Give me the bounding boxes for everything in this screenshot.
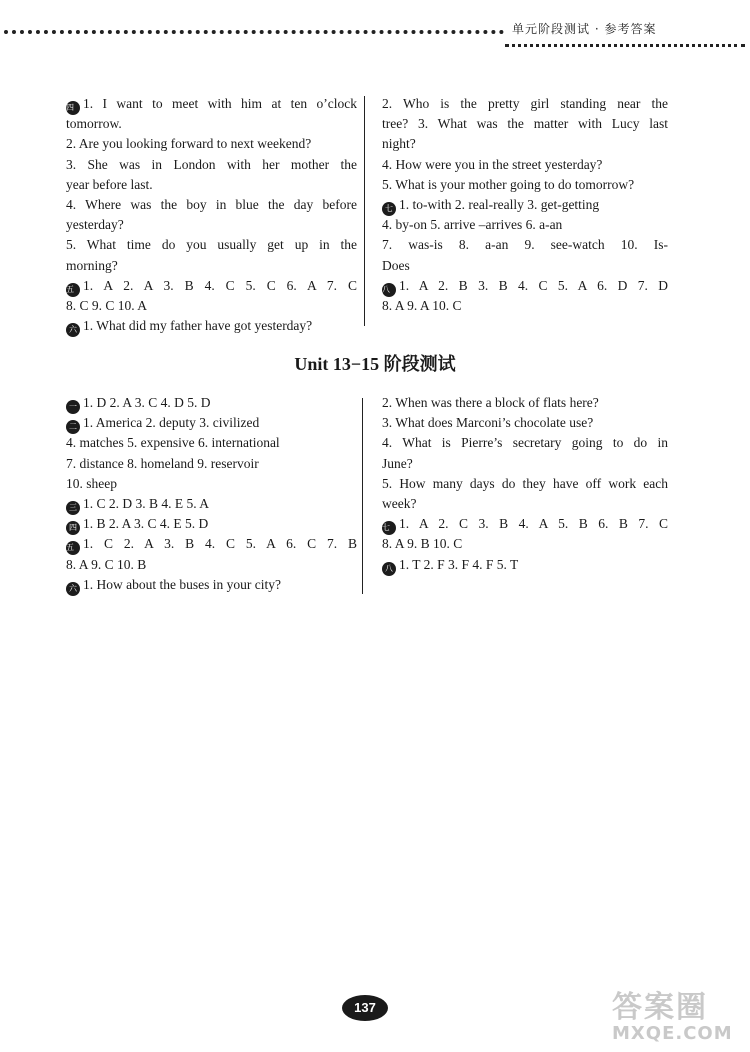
section-number-badge: 六 [66, 582, 80, 596]
watermark-line1: 答案圈 [612, 990, 708, 1025]
section-number-badge: 六 [66, 323, 80, 337]
answer-text: 1. A 2. A 3. B 4. C 5. C 6. A 7. C [83, 277, 357, 293]
answer-line [382, 514, 668, 534]
section1-divider [364, 96, 365, 326]
section-number-badge: 四 [66, 521, 80, 535]
answer-text: 1. C 2. D 3. B 4. E 5. A [83, 495, 210, 511]
answer-line [66, 494, 357, 514]
section-number-badge: 五 [66, 283, 80, 297]
answer-text: 5. What time do you usually get up in the [66, 237, 357, 253]
answer-text: 1. What did my father have got yesterday? [83, 318, 313, 334]
answer-text: 2. Are you looking forward to next weekend? [66, 136, 312, 152]
answer-text: 1. America 2. deputy 3. civilized [83, 415, 260, 431]
answer-text: 4. by-on 5. arrive –arrives 6. a-an [382, 217, 563, 233]
answer-line [382, 235, 668, 255]
answer-line [382, 155, 668, 175]
answer-line [66, 316, 357, 336]
answer-line [66, 534, 357, 554]
answer-text: tomorrow. [66, 116, 122, 132]
answer-text: 7. was-is 8. a-an 9. see-watch 10. Is- [382, 237, 668, 253]
answer-line [66, 235, 357, 255]
section-number-badge: 四 [66, 101, 80, 115]
answer-line [66, 276, 357, 296]
answer-text: 1. A 2. B 3. B 4. C 5. A 6. D 7. D [399, 277, 668, 293]
answer-text: week? [382, 495, 417, 511]
answer-line [382, 276, 668, 296]
answer-line [66, 195, 357, 215]
section-number-badge: 三 [66, 501, 80, 515]
answer-line [382, 454, 668, 474]
section2-left-column [66, 393, 357, 595]
section1-right-column [382, 94, 668, 316]
answer-line [66, 94, 357, 114]
section1-left-column [66, 94, 357, 336]
answer-line [66, 474, 357, 494]
answer-line [66, 555, 357, 575]
answer-text: 4. Where was the boy in blue the day before [66, 196, 357, 212]
answer-line [382, 474, 668, 494]
answer-line [382, 494, 668, 514]
page-number: 137 [342, 995, 388, 1021]
answer-line [66, 155, 357, 175]
answer-line [382, 413, 668, 433]
answer-line [66, 454, 357, 474]
answer-line [66, 433, 357, 453]
answer-line [66, 413, 357, 433]
answer-text: 1. How about the buses in your city? [83, 576, 281, 592]
answer-text: year before last. [66, 176, 153, 192]
answer-text: 1. T 2. F 3. F 4. F 5. T [399, 556, 519, 572]
answer-line [382, 114, 668, 134]
answer-line [382, 534, 668, 554]
answer-text: 10. sheep [66, 475, 117, 491]
answer-text: June? [382, 455, 413, 471]
answer-text: yesterday? [66, 217, 124, 233]
section-number-badge: 七 [382, 202, 396, 216]
answer-text: 8. A 9. A 10. C [382, 297, 462, 313]
answer-text: 1. B 2. A 3. C 4. E 5. D [83, 516, 209, 532]
unit-title: Unit 13−15 阶段测试 [294, 354, 456, 374]
answer-text: 8. C 9. C 10. A [66, 297, 148, 313]
watermark-line2: MXQE.COM [612, 1023, 733, 1044]
answer-text: 2. Who is the pretty girl standing near the [382, 96, 668, 111]
answer-line [382, 94, 668, 114]
section-number-badge: 五 [66, 541, 80, 555]
answer-line [382, 555, 668, 575]
header-dotted-rule [4, 30, 504, 40]
answer-line [66, 215, 357, 235]
answer-text: 4. What is Pierre’s secretary going to do in [382, 435, 668, 451]
answer-text: 1. A 2. C 3. B 4. A 5. B 6. B 7. C [399, 516, 668, 532]
answer-text: 1. to-with 2. real-really 3. get-getting [399, 196, 600, 212]
answer-line [382, 175, 668, 195]
answer-line [382, 134, 668, 154]
section-number-badge: 一 [66, 400, 80, 414]
answer-text: night? [382, 136, 416, 152]
section2-right-column [382, 393, 668, 575]
answer-line [66, 256, 357, 276]
answer-line [382, 433, 668, 453]
answer-text: 8. A 9. C 10. B [66, 556, 147, 572]
answer-line [382, 195, 668, 215]
answer-text: 3. She was in London with her mother the [66, 156, 357, 172]
section-number-badge: 八 [382, 283, 396, 297]
answer-line [66, 393, 357, 413]
answer-text: 4. How were you in the street yesterday? [382, 156, 603, 172]
running-header: 单元阶段测试 · 参考答案 [512, 22, 657, 36]
answer-text: 1. I want to meet with him at ten o’clock [83, 96, 357, 111]
section-number-badge: 八 [382, 562, 396, 576]
answer-text: 1. C 2. A 3. B 4. C 5. A 6. C 7. B [83, 536, 357, 552]
answer-text: 5. How many days do they have off work each [382, 475, 668, 491]
answer-text: Does [382, 257, 410, 273]
answer-line [382, 256, 668, 276]
answer-line [66, 175, 357, 195]
answer-line [66, 575, 357, 595]
watermark-logo [612, 992, 748, 1048]
answer-line [382, 393, 668, 413]
answer-text: 7. distance 8. homeland 9. reservoir [66, 455, 259, 471]
answer-line [66, 514, 357, 534]
answer-text: 1. D 2. A 3. C 4. D 5. D [83, 395, 211, 410]
answer-text: 5. What is your mother going to do tomorrow? [382, 176, 635, 192]
section2-divider [362, 398, 363, 594]
answer-line [382, 296, 668, 316]
answer-line [66, 114, 357, 134]
answer-text: 8. A 9. B 10. C [382, 536, 463, 552]
section-number-badge: 二 [66, 420, 80, 434]
section-number-badge: 七 [382, 521, 396, 535]
answer-text: 2. When was there a block of flats here? [382, 395, 599, 410]
answer-text: 4. matches 5. expensive 6. international [66, 435, 280, 451]
answer-line [66, 134, 357, 154]
answer-line [66, 296, 357, 316]
answer-text: 3. What does Marconi’s chocolate use? [382, 415, 594, 431]
header-dotted-rule-right [505, 44, 745, 51]
answer-text: tree? 3. What was the matter with Lucy last [382, 116, 668, 132]
answer-line [382, 215, 668, 235]
answer-text: morning? [66, 257, 118, 273]
